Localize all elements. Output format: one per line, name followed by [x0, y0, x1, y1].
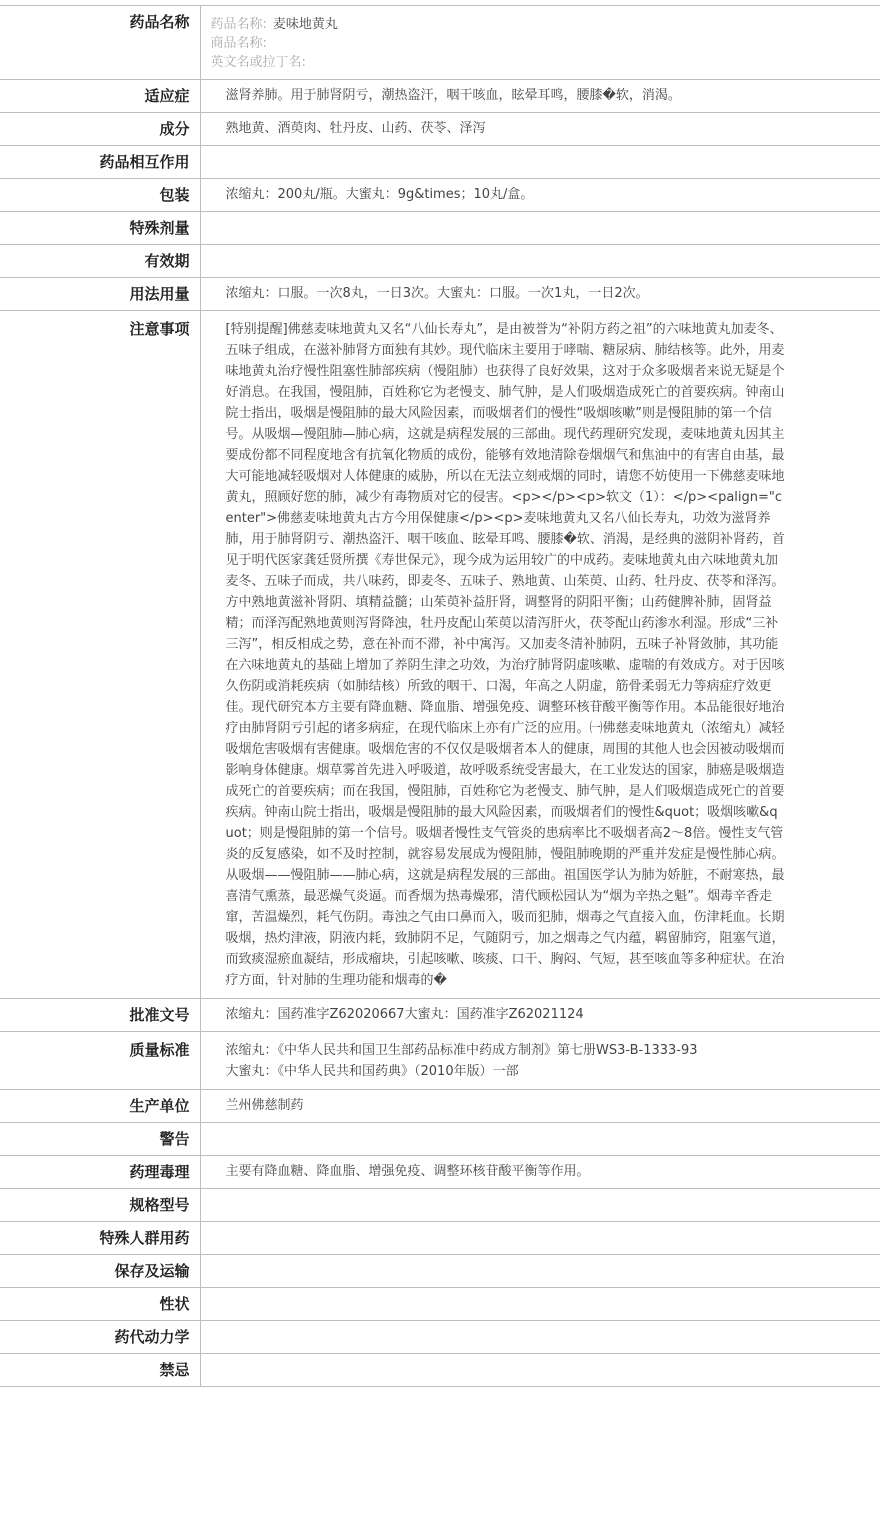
label-validity: 有效期: [0, 245, 200, 278]
generic-name-label: 药品名称:: [210, 17, 267, 32]
label-special-dose: 特殊剂量: [0, 212, 200, 245]
value-special-dose: [200, 212, 880, 245]
label-appearance: 性状: [0, 1288, 200, 1321]
value-manufacturer: 兰州佛慈制药: [200, 1090, 880, 1123]
value-indication: 滋肾养肺。用于肺肾阴亏，潮热盗汗，咽干咳血，眩晕耳鸣，腰膝�软，消渴。: [200, 80, 880, 113]
row-manufacturer: [0, 1090, 880, 1123]
label-pharmacology: 药理毒理: [0, 1156, 200, 1189]
row-package: [0, 179, 880, 212]
value-warning: [200, 1123, 880, 1156]
row-appearance: [0, 1288, 880, 1321]
label-storage: 保存及运输: [0, 1255, 200, 1288]
row-pharmacokinetics: [0, 1321, 880, 1354]
label-approval: 批准文号: [0, 999, 200, 1032]
generic-name-value: 麦味地黄丸: [272, 17, 338, 32]
value-storage: [200, 1255, 880, 1288]
value-validity: [200, 245, 880, 278]
value-pharmacokinetics: [200, 1321, 880, 1354]
label-drug-name: 药品名称: [0, 6, 200, 80]
row-indication: [0, 80, 880, 113]
label-usage: 用法用量: [0, 278, 200, 311]
value-quality: [200, 1032, 880, 1090]
row-usage: [0, 278, 880, 311]
precautions-text: [特别提醒]佛慈麦味地黄丸又名“八仙长寿丸”，是由被誉为“补阴方药之祖”的六味地黄丸加麦冬、五味子组成，在滋补肺肾方面独有其妙。现代临床主要用于哮喘、糖尿病、肺结核等。此外，用麦味地黄丸治疗慢性阻塞性肺部疾病（慢阻肺）也获得了良好效果，这对于众多吸烟者来说无疑是个好消息。在我国，慢阻肺，百姓称它为老慢支、肺气肿，是人们吸烟造成死亡的首要疾病。钟南山院士指出，吸烟是慢阻肺的最大风险因素，而吸烟者们的慢性“吸烟咳嗽”则是慢阻肺的第一个信号。从吸烟—慢阻肺—肺心病，这就是病程发展的三部曲。现代药理研究发现，麦味地黄丸因其主要成份都不同程度地含有抗氧化物质的成份，能够有效地清除卷烟烟气和焦油中的有害自由基，最大可能地减轻吸烟对人体健康的威胁，所以在无法立刻戒烟的同时，请您不妨使用一下佛慈麦味地黄丸，照顾好您的肺，减少有毒物质对它的侵害。<p></p><p>软文（1）：</p><palign="center">佛慈麦味地黄丸古方今用保健康</p><p>麦味地黄丸又名八仙长寿丸，功效为滋肾养肺，用于肺肾阴亏、潮热盗汗、咽干咳血、眩晕耳鸣、腰膝�软、消渴，是经典的滋阴补肾药，首见于明代医家龚廷贤所撰《寿世保元》，现今成为运用较广的中成药。麦味地黄丸由六味地黄丸加麦冬、五味子而成，共八味药，即麦冬、五味子、熟地黄、山茱萸、山药、牡丹皮、茯苓和泽泻。方中熟地黄滋补肾阴、填精益髓；山茱萸补益肝肾，调整肾的阴阳平衡；山药健脾补肺，固肾益精；而泽泻配熟地黄则泻肾降浊，牡丹皮配山茱萸以清泻肝火，茯苓配山药渗水利湿。形成“三补三泻”，相反相成之势，意在补而不滞，补中寓泻。又加麦冬清补肺阴，五味子补肾敛肺，其功能在六味地黄丸的基础上增加了养阴生津之功效，为治疗肺肾阴虚咳嗽、虚喘的有效成方。对于因咳久伤阴或消耗疾病（如肺结核）所致的咽干、口渴，年高之人阴虚，筋骨柔弱无力等病症疗效更佳。现代研究本方主要有降血糖、降血脂、增强免疫、调整环核苷酸平衡等作用。本品能很好地治疗由肺肾阴亏引起的诸多病症，在现代临床上亦有广泛的应用。㈠佛慈麦味地黄丸（浓缩丸）减轻吸烟危害吸烟有害健康。吸烟危害的不仅仅是吸烟者本人的健康，周围的其他人也会因被动吸烟而影响身体健康。烟草雾首先进入呼吸道，故呼吸系统受害最大，在工业发达的国家，肺癌是吸烟造成死亡的首要疾病；而在我国，慢阻肺，百姓称它为老慢支、肺气肿，是人们吸烟造成死亡的首要疾病。钟南山院士指出，吸烟是慢阻肺的最大风险因素，而吸烟者们的慢性&quot；吸烟咳嗽&quot；则是慢阻肺的第一个信号。吸烟者慢性支气管炎的患病率比不吸烟者高2～8倍。慢性支气管炎的反复感染，如不及时控制，就容易发展成为慢阻肺，慢阻肺晚期的严重并发症是慢性肺心病。从吸烟——慢阻肺——肺心病，这就是病程发展的三部曲。祖国医学认为肺为娇脏，不耐寒热，最喜清气熏蒸，最恶燥气炎逼。而香烟为热毒燥邪，清代顾松园认为“烟为辛热之魁”。烟毒辛香走窜，苦温燥烈，耗气伤阴。毒浊之气由口鼻而入，吸而犯肺，烟毒之气直接入血，伤津耗血。长期吸烟，热灼津液，阴液内耗，致肺阴不足，气随阴亏，加之烟毒之气内蕴，羁留肺窍，阻塞气道，而致痰湿瘀血凝结，形成瘤块，引起咳嗽、咳痰、口干、胸闷、气短，甚至咳血等多种症状。在治疗方面，针对肺的生理功能和烟毒的�: [225, 322, 785, 988]
value-approval: 浓缩丸：国药准字Z62020667大蜜丸：国药准字Z62021124: [200, 999, 880, 1032]
row-validity: [0, 245, 880, 278]
quality-line-2: 大蜜丸：《中华人民共和国药典》（2010年版）一部: [225, 1064, 519, 1079]
label-precautions: 注意事项: [0, 311, 200, 999]
row-drug-name: [0, 6, 880, 80]
value-interaction: [200, 146, 880, 179]
quality-line-1: 浓缩丸：《中华人民共和国卫生部药品标准中药成方制剂》第七册WS3-B-1333-93: [225, 1043, 698, 1058]
label-package: 包装: [0, 179, 200, 212]
row-interaction: [0, 146, 880, 179]
row-special-dose: [0, 212, 880, 245]
label-manufacturer: 生产单位: [0, 1090, 200, 1123]
drug-info-table: [0, 5, 880, 1387]
label-interaction: 药品相互作用: [0, 146, 200, 179]
row-contraindication: [0, 1354, 880, 1387]
value-pharmacology: 主要有降血糖、降血脂、增强免疫、调整环核苷酸平衡等作用。: [200, 1156, 880, 1189]
label-warning: 警告: [0, 1123, 200, 1156]
value-spec: [200, 1189, 880, 1222]
label-ingredients: 成分: [0, 113, 200, 146]
value-special-population: [200, 1222, 880, 1255]
row-ingredients: [0, 113, 880, 146]
row-warning: [0, 1123, 880, 1156]
row-storage: [0, 1255, 880, 1288]
english-name-label: 英文名或拉丁名:: [210, 55, 306, 70]
value-ingredients: 熟地黄、酒萸肉、牡丹皮、山药、茯苓、泽泻: [200, 113, 880, 146]
label-special-population: 特殊人群用药: [0, 1222, 200, 1255]
label-indication: 适应症: [0, 80, 200, 113]
label-contraindication: 禁忌: [0, 1354, 200, 1387]
label-pharmacokinetics: 药代动力学: [0, 1321, 200, 1354]
row-special-population: [0, 1222, 880, 1255]
row-precautions: [0, 311, 880, 999]
value-package: 浓缩丸：200丸/瓶。大蜜丸：9g&times；10丸/盒。: [200, 179, 880, 212]
row-spec: [0, 1189, 880, 1222]
value-appearance: [200, 1288, 880, 1321]
label-quality: 质量标准: [0, 1032, 200, 1090]
row-approval: [0, 999, 880, 1032]
value-precautions: [200, 311, 880, 999]
row-pharmacology: [0, 1156, 880, 1189]
generic-name-line: [211, 15, 786, 34]
value-drug-name: [200, 6, 880, 80]
label-spec: 规格型号: [0, 1189, 200, 1222]
value-contraindication: [200, 1354, 880, 1387]
row-quality: [0, 1032, 880, 1090]
value-usage: 浓缩丸：口服。一次8丸，一日3次。大蜜丸：口服。一次1丸，一日2次。: [200, 278, 880, 311]
trade-name-label: 商品名称:: [210, 36, 267, 51]
